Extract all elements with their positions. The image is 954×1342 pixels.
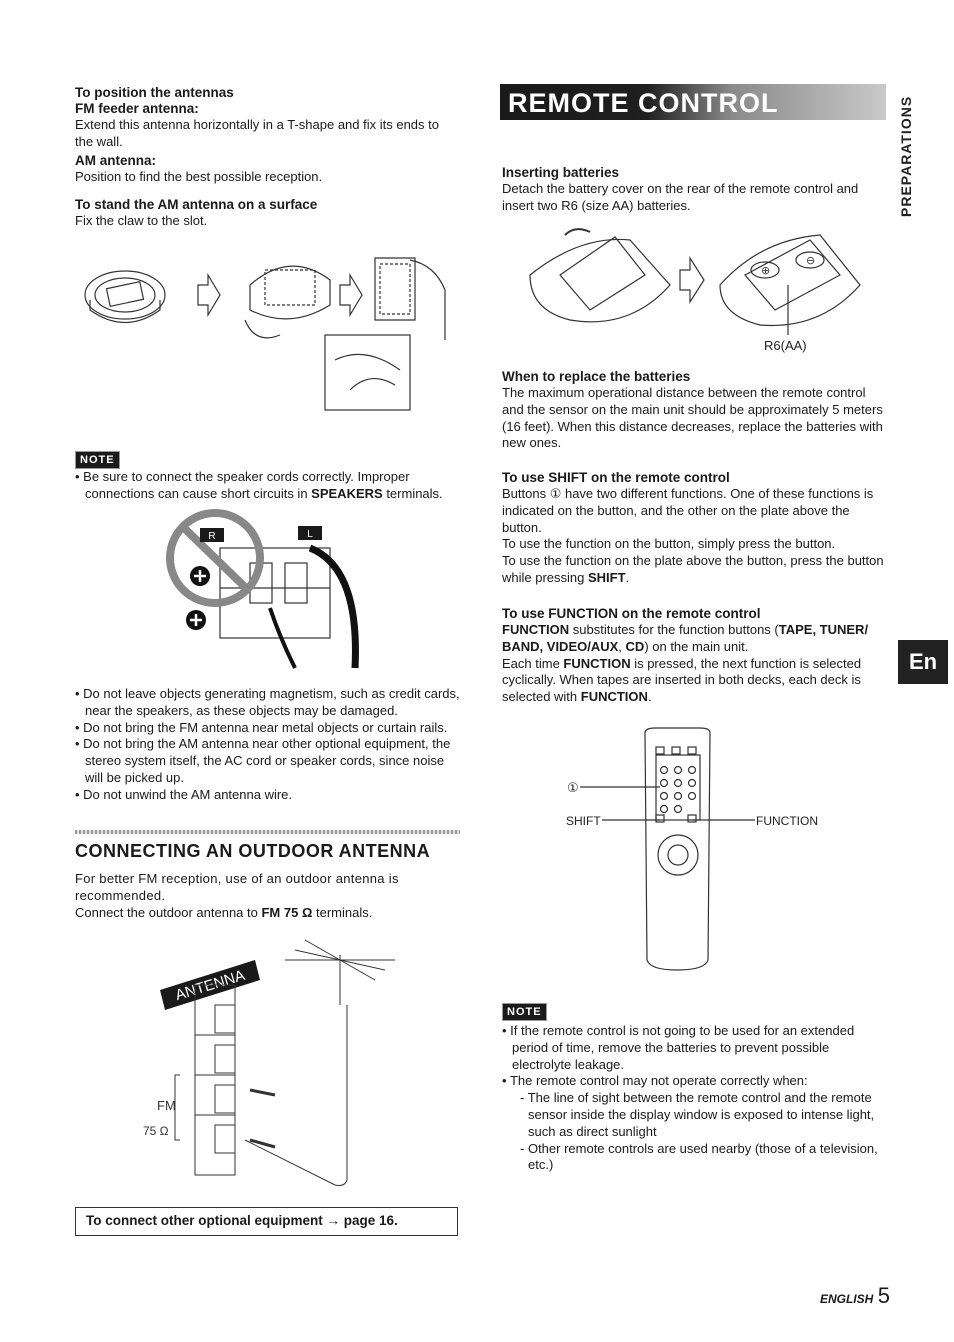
am-antenna-illustration [80, 250, 460, 415]
connect-equipment-text: To connect other optional equipment → page 16. [86, 1213, 398, 1228]
battery-plus-icon: ⊕ [761, 264, 771, 277]
inserting-batteries-title: Inserting batteries [502, 165, 620, 180]
buttons-callout-label: ① [567, 781, 579, 796]
battery-size-label: R6(AA) [764, 338, 807, 353]
function-text-2: Each time FUNCTION is pressed, the next function is selected cyclically. When tapes are inserted in both decks, each deck is selected with FUNCTION. [502, 655, 862, 705]
shift-section [502, 470, 886, 587]
outdoor-antenna-title: CONNECTING AN OUTDOOR ANTENNA [75, 841, 431, 861]
note-battery-leak: • If the remote control is not going to be used for an extended period of time, remove the batteries to prevent possible electrolyte leakage. [502, 1023, 886, 1073]
fm-terminal-label: FM [157, 1098, 176, 1113]
inserting-batteries-text: Detach the battery cover on the rear of the remote control and insert two R6 (size AA) batteries. [502, 181, 859, 213]
replace-batteries-text: The maximum operational distance between the remote control and the sensor on the main unit should be approximately 5 meters (16 feet). When this distance decreases, replace the batteries with new ones. [502, 385, 883, 451]
shift-text-2: To use the function on the button, simply press the button. [502, 536, 836, 552]
speaker-r-label: R [208, 531, 216, 542]
function-text-1: FUNCTION substitutes for the function buttons (TAPE, TUNER/ BAND, VIDEO/AUX, CD) on the main unit. [502, 622, 869, 654]
bullet-fm-metal: • Do not bring the FM antenna near metal objects or curtain rails. [75, 720, 460, 737]
speaker-l-label: L [307, 529, 313, 540]
outdoor-antenna-text [75, 871, 460, 921]
am-antenna-text: Position to find the best possible reception. [75, 168, 323, 184]
position-title: To position the antennas [75, 85, 234, 100]
outdoor-text-1: For better FM reception, use of an outdoor antenna is recommended. [75, 871, 399, 903]
shift-title: To use SHIFT on the remote control [502, 470, 730, 485]
note-other-remotes: - Other remote controls are used nearby (those of a television, etc.) [520, 1141, 886, 1175]
replace-batteries-title: When to replace the batteries [502, 369, 691, 384]
right-note-badge: NOTE [502, 1002, 547, 1021]
page-number: 5 [877, 1283, 890, 1308]
battery-insert-illustration [520, 215, 865, 355]
outdoor-text-2: Connect the outdoor antenna to FM 75 Ω terminals. [75, 904, 373, 920]
left-intro [75, 85, 460, 230]
bullet-unwind: • Do not unwind the AM antenna wire. [75, 787, 460, 804]
remote-illustration [560, 725, 840, 975]
antenna-tag-label: ANTENNA [173, 966, 247, 1005]
page-footer [810, 1283, 890, 1309]
bullet-am-noise: • Do not bring the AM antenna near other optional equipment, the stereo system itself, the AC cord or speaker cords, since noise will be picked up. [75, 736, 460, 786]
section-divider [75, 830, 460, 834]
shift-callout-label: SHIFT [566, 814, 601, 828]
right-note-text [502, 1023, 886, 1174]
inserting-batteries-section [502, 165, 886, 215]
stand-text: Fix the claw to the slot. [75, 213, 208, 229]
function-section [502, 606, 886, 706]
replace-batteries-section [502, 369, 886, 452]
remote-control-banner: REMOTE CONTROL [500, 84, 886, 120]
bullet-magnetism: • Do not leave objects generating magnetism, such as credit cards, near the speakers, as these objects may be damaged. [75, 686, 460, 720]
left-note-text [75, 469, 460, 503]
note-sunlight: - The line of sight between the remote control and the remote sensor inside the display window is exposed to intense light, such as direct sunlight [520, 1090, 886, 1140]
speaker-wiring-illustration [160, 508, 380, 678]
ohm-terminal-label: 75 Ω [143, 1124, 169, 1138]
function-callout-label: FUNCTION [756, 814, 818, 828]
left-note-badge: NOTE [75, 450, 120, 469]
outdoor-antenna-illustration [135, 925, 410, 1195]
am-antenna-title: AM antenna: [75, 152, 156, 168]
left-bullets [75, 686, 460, 804]
battery-minus-icon: ⊖ [806, 254, 816, 267]
speaker-note: • Be sure to connect the speaker cords correctly. Improper connections can cause short circuits in SPEAKERS terminals. [75, 469, 460, 503]
fm-feeder-text: Extend this antenna horizontally in a T-shape and fix its ends to the wall. [75, 117, 439, 149]
fm-feeder-title: FM feeder antenna: [75, 101, 199, 116]
language-tab: En [898, 640, 948, 684]
footer-language: ENGLISH [819, 1292, 874, 1306]
preparations-side-tab: PREPARATIONS [898, 95, 914, 218]
function-title: To use FUNCTION on the remote control [502, 606, 761, 621]
shift-text-3: To use the function on the plate above the button, press the button while pressing SHIFT. [502, 553, 884, 585]
connect-equipment-box [75, 1207, 458, 1236]
stand-title: To stand the AM antenna on a surface [75, 197, 318, 213]
note-not-operate: • The remote control may not operate correctly when: [502, 1073, 886, 1090]
shift-text-1: Buttons ① have two different functions. One of these functions is indicated on the button, and the other on the plate above the button. [502, 486, 874, 535]
